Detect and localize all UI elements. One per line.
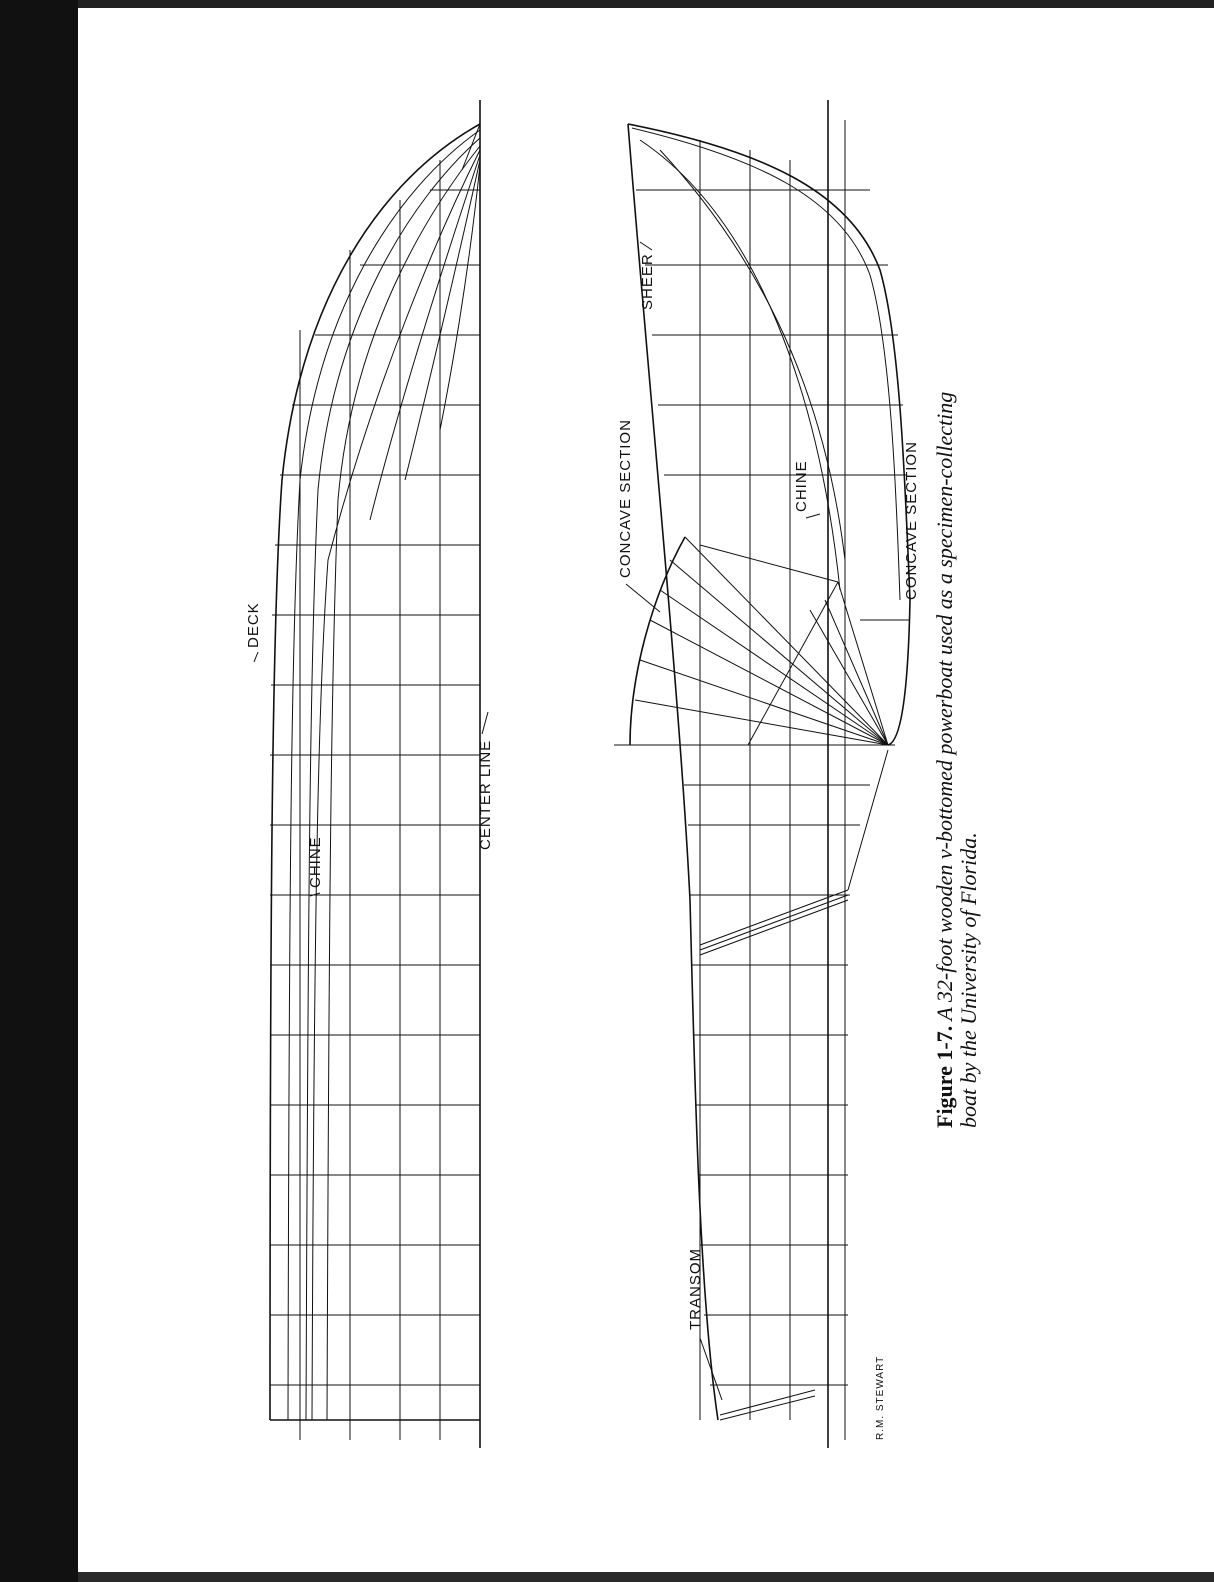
chine-profile <box>640 140 840 590</box>
waterline-curve <box>405 160 480 480</box>
signature: R.M. STEWART <box>875 1355 886 1440</box>
profile-plan <box>614 100 910 1448</box>
waterline-curve <box>306 138 480 1420</box>
waterline-curve <box>288 130 480 1420</box>
stem-profile <box>628 124 910 745</box>
body-plan-sections <box>614 537 895 745</box>
station-lines-profile <box>636 190 906 1385</box>
deck-outline <box>270 124 480 1420</box>
figure-number: Figure 1-7. <box>932 1025 957 1128</box>
figure-caption-line-2: boat by the University of Florida. <box>956 832 981 1128</box>
chine-profile-leader <box>806 514 820 518</box>
chine-curve <box>312 150 480 1420</box>
section-outer <box>630 537 685 745</box>
center-line-label: CENTER LINE <box>477 739 494 850</box>
deck-label: DECK <box>245 602 262 648</box>
sheer-line <box>628 124 718 1420</box>
transom-profile <box>720 1396 815 1420</box>
transom-leader <box>700 1338 722 1400</box>
figure-caption-line-1 <box>932 392 957 1128</box>
waterline-curve <box>370 155 480 520</box>
concave-section-label-2: CONCAVE SECTION <box>903 441 920 600</box>
caption-text-1: A 32-foot wooden v-bottomed powerboat used as a specimen-collecting <box>932 391 957 1026</box>
buttock-lines-plan <box>300 160 440 1440</box>
sheer-label: SHEER <box>639 253 656 310</box>
waterline-curve <box>440 165 480 430</box>
concave-leader-1 <box>626 584 660 612</box>
waterlines-profile <box>700 140 790 1420</box>
sheer-leader <box>640 242 652 250</box>
center-line-leader <box>482 712 488 734</box>
deck-leader <box>254 652 258 662</box>
station-lines-plan <box>270 190 480 1385</box>
transom-label: TRANSOM <box>687 1248 704 1330</box>
after-body <box>700 750 888 1420</box>
concave-section-label-1: CONCAVE SECTION <box>617 419 634 578</box>
buttock-curve <box>660 150 845 560</box>
stem-profile-inner <box>632 128 900 600</box>
half-breadth-plan <box>270 100 480 1448</box>
chine-plan-label: CHINE <box>307 836 324 888</box>
chine-profile-label: CHINE <box>793 460 810 512</box>
